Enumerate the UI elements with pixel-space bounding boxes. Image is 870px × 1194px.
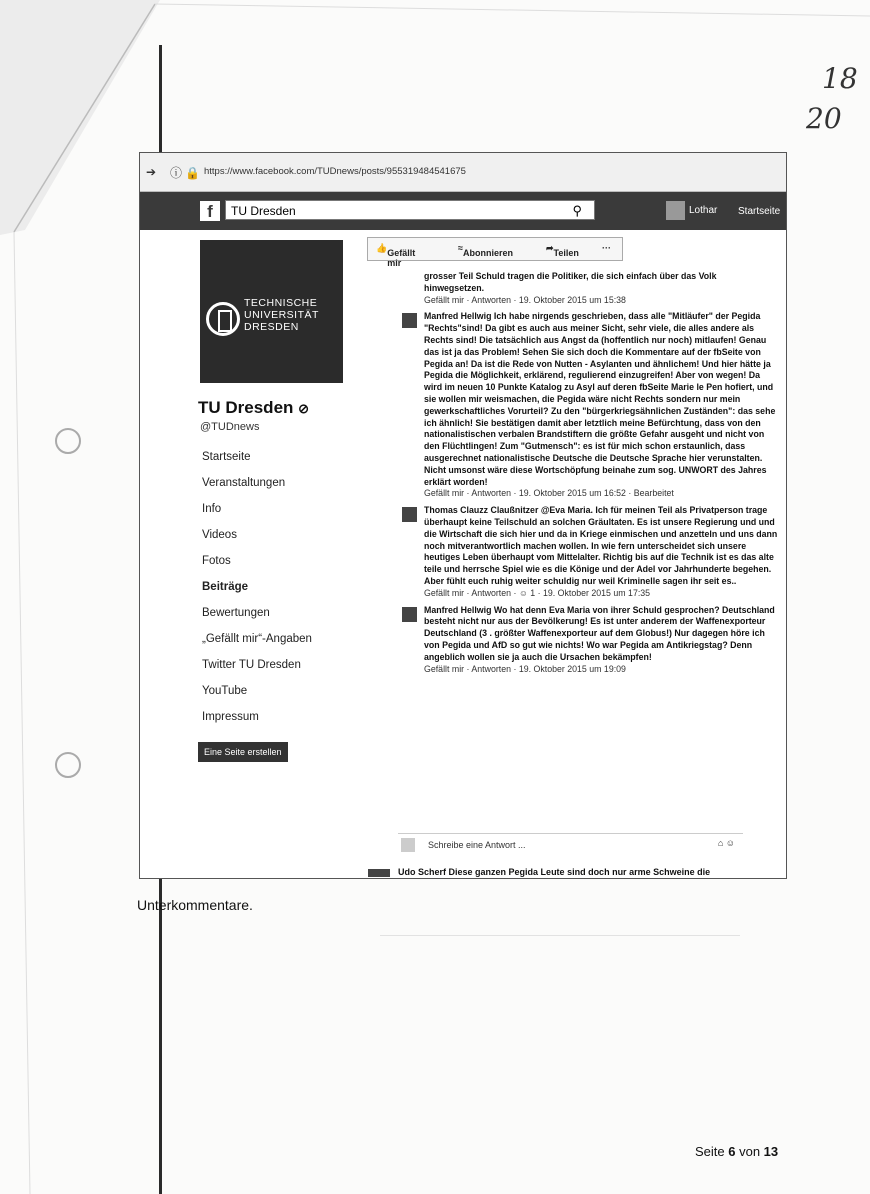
nav-item-fotos[interactable]: Fotos (202, 555, 231, 567)
page-profile-picture[interactable] (200, 240, 343, 383)
nav-item-impressum[interactable]: Impressum (202, 711, 259, 723)
punch-hole-bottom (55, 752, 81, 778)
nav-item-beitraege[interactable]: Beiträge (202, 581, 249, 593)
post-action-bar (367, 237, 623, 268)
home-link[interactable]: Startseite (738, 206, 781, 217)
comment-text: grosser Teil Schuld tragen die Politiker, die sich einfach über das Volk hinwegsetzen. (424, 271, 717, 293)
reply-placeholder: Schreibe eine Antwort ... (428, 840, 526, 850)
document-caption: Unterkommentare. (137, 897, 253, 913)
avatar (401, 838, 415, 852)
user-name: Lothar (689, 205, 718, 217)
comment-author[interactable]: Thomas Clauzz Claußnitzer (424, 505, 539, 516)
nav-item-gefaellt-mir-angaben[interactable]: „Gefällt mir“-Angaben (202, 633, 312, 645)
handwritten-number-top: 18 (822, 62, 858, 95)
comment-meta[interactable]: Gefällt mir · Antworten · ☺ 1 · 19. Oktober 2015 um 17:35 (424, 587, 651, 598)
url-text[interactable]: https://www.facebook.com/TUDnews/posts/955319484541675 (204, 166, 466, 177)
avatar (666, 201, 685, 220)
info-lock-icon[interactable]: ⓘ 🔒 (170, 166, 201, 180)
comment-text: Wo hat denn Eva Maria von ihrer Schuld gesprochen? Deutschland besteht nicht nur aus der Bevölkerung! Es ist unter anderem der Waffenexporteur Deutschland (3 . größter Waffenexporteur auf dem Globus!) Nur dagegen höre ich von Pegida und AfD so gut wie nichts! Wo war Pegida am Antikriegstag? Denn angeblich wollen sie ja auch die Ursachen bekämpfen! (424, 604, 775, 662)
facebook-logo-icon[interactable]: f (200, 201, 220, 221)
page-number-middle: von (735, 1144, 764, 1159)
nav-item-startseite[interactable]: Startseite (202, 451, 251, 463)
like-label: Gefällt mir (387, 248, 416, 268)
page-name: TU Dresden (198, 398, 294, 417)
nav-item-info[interactable]: Info (202, 503, 222, 515)
comment-meta[interactable]: Gefällt mir · Antworten · 19. Oktober 2015 um 16:52 · Bearbeitet (424, 488, 674, 499)
tu-seal-icon (206, 302, 240, 336)
handwritten-number-bottom: 20 (806, 102, 842, 135)
emoji-camera-icons[interactable]: ⌂ ☺ (717, 838, 735, 848)
browser-address-bar (140, 153, 786, 192)
page-number-prefix: Seite (695, 1144, 729, 1159)
more-button[interactable]: ··· (602, 243, 611, 253)
cover-logo-text: TECHNISCHE UNIVERSITÄT DRESDEN (244, 297, 319, 333)
page-handle[interactable]: @TUDnews (200, 421, 260, 433)
follow-button[interactable]: ≈ Abonnieren (458, 243, 513, 258)
like-button[interactable]: 👍 Gefällt mir (376, 243, 416, 268)
avatar[interactable] (368, 869, 390, 877)
comment-list (398, 271, 778, 680)
page-number-total: 13 (763, 1144, 779, 1159)
verified-icon: ⊘ (298, 401, 310, 416)
comment-text: @Eva Maria. Ich für meinen Teil als Privatperson trage überhaupt keine Teilschuld an solchen Gräultaten. Es ist unsere Regierung und und die Wirtschaft die sich hier und da in Kriege einmischen und anzetteln und uns dann noch mitverantwortlich machen wollen. In wie fern unterscheidet sich unsere heutiges Leben überhaupt vom Mittelalter. Richtig bis auf die Technik ist es das alte teile und herrsche Spiel wie es die Könige und der Adel vor Jahrhunderte begehen. Aber fühlt euch ruhig weiter schuldig nur weil Kriminelle sagen ihr seit es.. (424, 505, 778, 586)
avatar[interactable] (402, 313, 417, 328)
comment-meta[interactable]: Gefällt mir · Antworten · 19. Oktober 2015 um 19:09 (424, 663, 626, 674)
comment-text: Ich habe nirgends geschrieben, dass alle "Mitläufer" der Pegida "Rechts"sind! Da gibt es auch aus meiner Sicht, sehr viele, die alles andere als Rechts sind! Die tatsächlich aus Angst da (hoffentlich nur noch) mitlaufen! Genau das ist ja das Problem! Sehen Sie sich doch die Kommentare auf der fbSeite von Pegida an! Da ist die Rede von Nutten - Asylanten und ähnlichem! Und hier hätte ja Pegida die Möglichkeit, erklärend, regulierend einzugreifen! Aber von wegen! Da wird im neuen 10 Punkte Katalog zu Asyl auf deren fbSeite Marie le Pen hofiert, und sie wollen mir weismachen, die Pegida wäre nicht Rechts sondern nur mein gewerkschaftliches Vorurteil? Zu den "bürgerkriegsähnlichen Zuständen": das sehe ich ähnlich! Sie bestätigen damit aber letztlich meine Befürchtung, dass von den nationalistischen verbalen Brandstiftern die größte Gefahr ausgeht und nicht von den Flüchtlingen! Zum "Gutmensch": es ist für mich schon erstaunlich, dass ausgerechnet nationalistische Deutsche die Deutsche Sprache hier verunstalten. Nicht umsonst wäre diese Wortschöpfung beinahe zum sog. UNWORT des Jahres erklärt worden! (424, 311, 776, 487)
forward-icon[interactable]: ➔ (146, 165, 157, 179)
screenshot-frame (139, 152, 787, 879)
avatar[interactable] (402, 607, 417, 622)
user-profile-link[interactable] (666, 201, 717, 220)
comment-item (398, 605, 778, 676)
share-label: Teilen (553, 248, 579, 258)
comment-item (398, 311, 778, 500)
search-input[interactable] (225, 200, 595, 220)
comment-author[interactable]: Udo Scherf (398, 867, 447, 877)
nav-item-twitter[interactable]: Twitter TU Dresden (202, 659, 301, 671)
page-number (695, 1144, 778, 1159)
comment-author[interactable]: Manfred Hellwig (424, 311, 492, 322)
punch-hole-top (55, 428, 81, 454)
facebook-top-bar (140, 192, 786, 230)
comment-meta[interactable]: Gefällt mir · Antworten · 19. Oktober 2015 um 15:38 (424, 294, 626, 305)
avatar[interactable] (402, 507, 417, 522)
nav-item-videos[interactable]: Videos (202, 529, 237, 541)
comment-item (398, 505, 778, 599)
comment-text: Diese ganzen Pegida Leute sind doch nur arme Schweine die (448, 867, 711, 877)
search-value: TU Dresden (231, 204, 296, 218)
page-title[interactable] (198, 398, 309, 418)
follow-label: Abonnieren (462, 248, 513, 258)
create-page-button[interactable]: Eine Seite erstellen (198, 742, 288, 762)
comment-author[interactable]: Manfred Hellwig (424, 604, 492, 615)
page-number-current: 6 (728, 1144, 736, 1159)
bleed-through-text (380, 935, 740, 1006)
reply-input[interactable] (398, 833, 743, 854)
comment-item (398, 271, 778, 306)
search-icon[interactable]: ⚲ (572, 203, 582, 218)
nav-item-youtube[interactable]: YouTube (202, 685, 248, 697)
cut-off-comment (368, 867, 710, 877)
nav-item-veranstaltungen[interactable]: Veranstaltungen (202, 477, 286, 489)
page-navigation (202, 451, 312, 737)
share-button[interactable]: ➦ Teilen (546, 243, 579, 258)
nav-item-bewertungen[interactable]: Bewertungen (202, 607, 270, 619)
